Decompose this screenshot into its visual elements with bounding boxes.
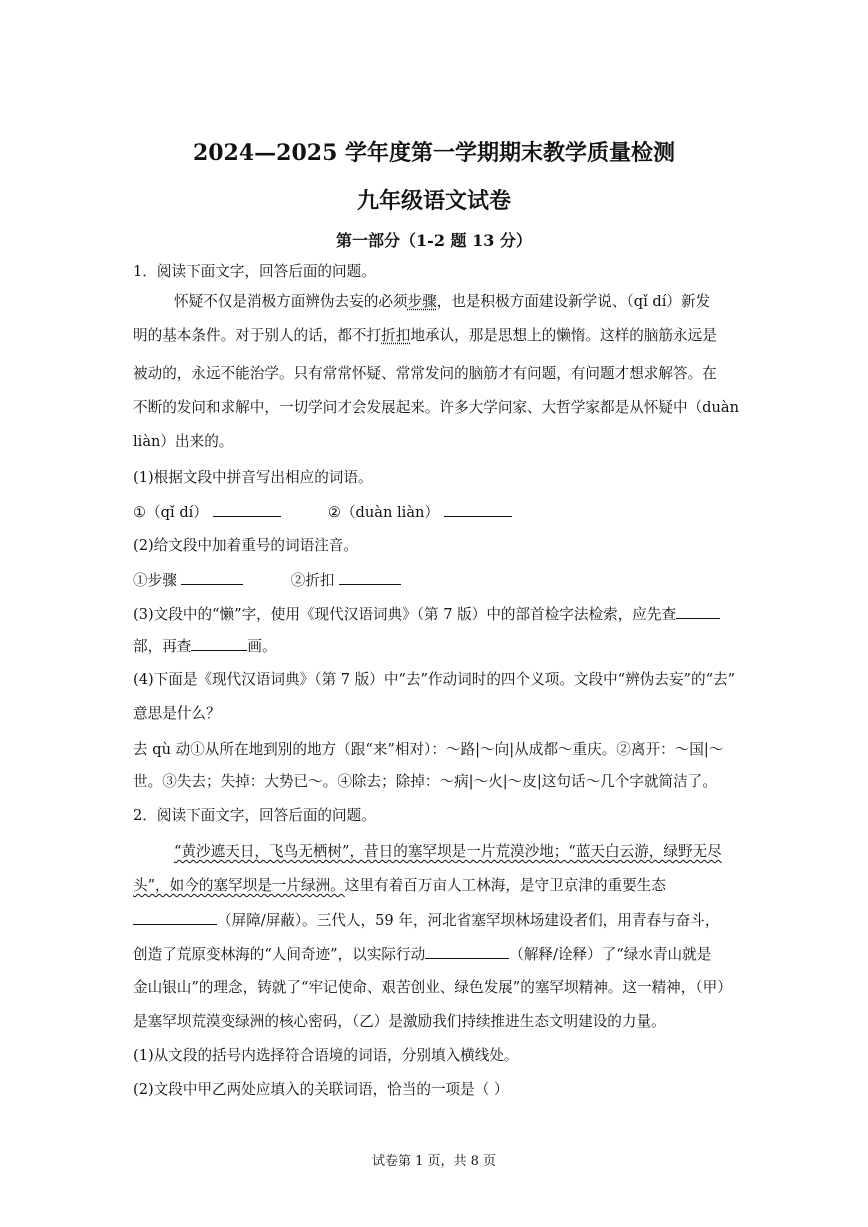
q1-sub3-line-2 <box>133 636 277 657</box>
q2-wavy-text: 头”，如今的塞罕坝是一片绿洲。 <box>133 877 345 894</box>
q1-passage-line-2 <box>133 326 717 346</box>
q1-sub3-line-1 <box>133 604 720 625</box>
q2-stem: 2．阅读下面文字，回答后面的问题。 <box>133 807 376 824</box>
passage-text: 怀疑不仅是消极方面辨伪去妄的必须步骤，也是积极方面建设新学说、（qǐ dí）新发 <box>174 293 711 310</box>
answer-blank[interactable] <box>181 570 243 585</box>
q2-wavy-text: “黄沙遮天日，飞鸟无栖树”，昔日的塞罕坝是一片荒漠沙地；“蓝天白云游，绿野无尽 <box>174 843 722 860</box>
exam-subtitle: 九年级语文试卷 <box>356 188 511 214</box>
q2-sub2: (2)文段中甲乙两处应填入的关联词语，恰当的一项是（ ） <box>133 1081 509 1098</box>
answer-blank[interactable] <box>676 604 720 619</box>
q1-sub2: (2)给文段中加着重号的词语注音。 <box>133 537 358 554</box>
q2-passage-line-4 <box>133 944 711 965</box>
answer-blank[interactable] <box>339 570 401 585</box>
q2-passage-line-3 <box>133 910 719 931</box>
dictionary-entry-line-2: 世。③失去；失掉：大势已～。④除去；除掉：～病|～火|～皮|这句话～几个字就简洁了。 <box>133 773 717 790</box>
q1-sub4-line-1: (4)下面是《现代汉语词典》（第 7 版）中“去”作动词时的四个义项。文段中“辨伪去妄”的“去” <box>133 671 736 688</box>
answer-blank[interactable] <box>133 910 217 925</box>
answer-blank[interactable] <box>213 502 281 517</box>
q1-sub1-b-label: ②（duàn liàn） <box>327 504 440 521</box>
q1-passage-line-5: liàn）出来的。 <box>133 433 234 450</box>
q1-sub3-text-a: 部，再查 <box>133 638 192 655</box>
q1-sub2-a-label: ①步骤 <box>133 572 177 589</box>
q2-text: 创造了荒原变林海的“人间奇迹”，以实际行动 <box>133 946 426 963</box>
q2-sub1: (1)从文段的括号内选择符合语境的词语，分别填入横线处。 <box>133 1047 519 1064</box>
q2-passage-line-2 <box>133 876 666 896</box>
answer-blank[interactable] <box>444 502 512 517</box>
section-heading: 第一部分（1-2 题 13 分） <box>336 231 532 250</box>
q1-sub1-answers <box>133 502 512 523</box>
q1-sub3-text: (3)文段中的“懒”字，使用《现代汉语词典》（第 7 版）中的部首检字法检索，应先查 <box>133 606 677 623</box>
q1-sub2-answers <box>133 570 401 591</box>
q1-sub4-line-2: 意思是什么？ <box>133 705 221 722</box>
q2-passage-line-6: 是塞罕坝荒漠变绿洲的核心密码，（乙）是激励我们持续推进生态文明建设的力量。 <box>133 1013 666 1030</box>
answer-blank[interactable] <box>191 636 247 651</box>
answer-blank[interactable] <box>425 944 509 959</box>
q2-text: 这里有着百万亩人工林海，是守卫京津的重要生态 <box>344 877 666 894</box>
q2-passage-line-1 <box>174 842 722 862</box>
q1-stem: 1．阅读下面文字，回答后面的问题。 <box>133 263 376 280</box>
q1-sub2-b-label: ②折扣 <box>290 572 335 589</box>
q1-sub1: (1)根据文段中拼音写出相应的词语。 <box>133 469 373 486</box>
q1-passage-line-3: 被动的，永远不能治学。只有常常怀疑、常常发问的脑筋才有问题，有问题才想求解答。在 <box>133 365 717 382</box>
q1-passage-line-1 <box>174 292 710 312</box>
q1-sub1-a-label: ①（qǐ dí） <box>133 504 208 521</box>
dictionary-entry-line-1: 去 qù 动①从所在地到别的地方（跟“来”相对）：～路|～向|从成都～重庆。②离开：～国|～ <box>133 741 724 758</box>
emphasized-word: 步骤 <box>407 293 437 310</box>
q2-passage-line-5: 金山银山”的理念，铸就了“牢记使命、艰苦创业、绿色发展”的塞罕坝精神。这一精神，（甲） <box>133 979 732 996</box>
q2-text: （屏障/屏蔽）。三代人，59 年，河北省塞罕坝林场建设者们，用青春与奋斗， <box>217 912 720 929</box>
exam-title: 2024—2025 学年度第一学期期末教学质量检测 <box>192 140 676 166</box>
q1-sub3-text-b: 画。 <box>247 638 277 655</box>
emphasized-word: 折扣 <box>381 327 411 344</box>
passage-text: 明的基本条件。对于别人的话，都不打折扣地承认，那是思想上的懒惰。这样的脑筋永远是 <box>133 327 717 344</box>
q1-passage-line-4: 不断的发问和求解中，一切学问才会发展起来。许多大学问家、大哲学家都是从怀疑中（duàn <box>133 399 740 416</box>
page-footer: 试卷第 1 页，共 8 页 <box>371 1154 497 1169</box>
q2-text: （解释/诠释）了“绿水青山就是 <box>509 946 712 963</box>
